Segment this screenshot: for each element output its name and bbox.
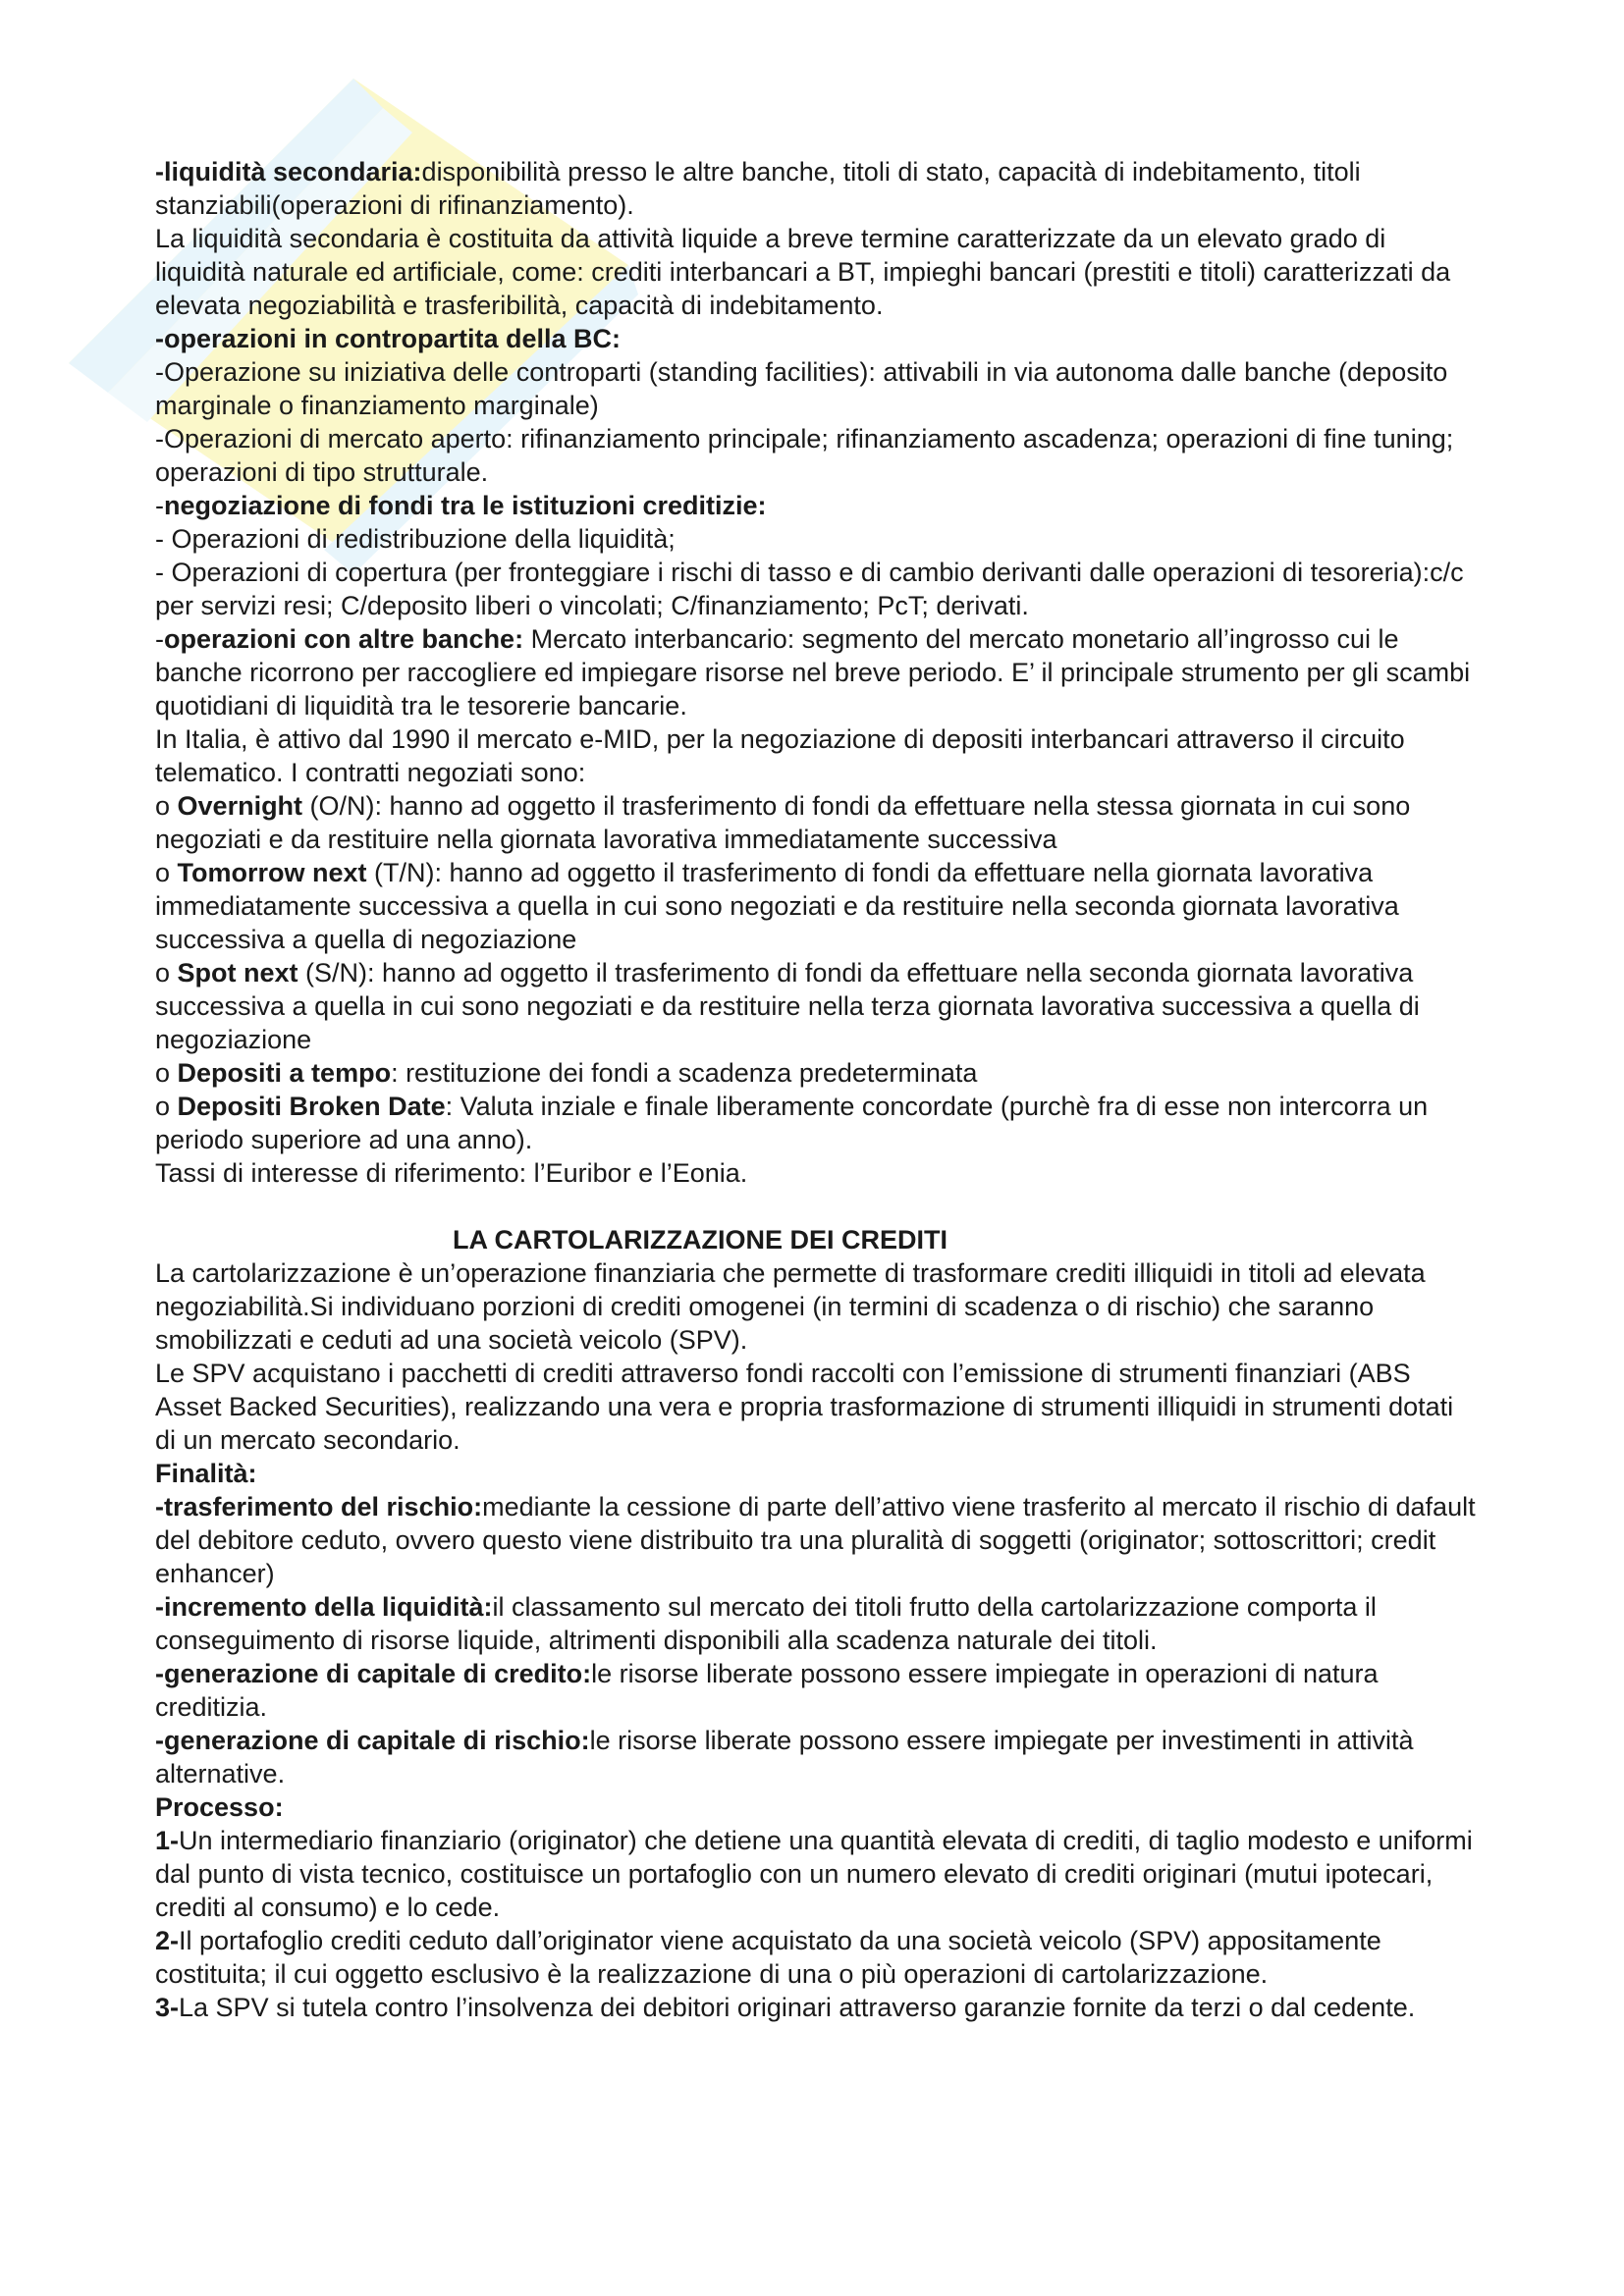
term-text: le risorse liberate possono essere impiegate in operazioni di natura creditizia.: [155, 1659, 1379, 1722]
paragraph-standing-facilities: -Operazione su iniziativa delle controparti (standing facilities): attivabili in via autonoma dalle banche (deposito marginale o finanziamento marginale): [155, 357, 1448, 420]
term-text: (T/N): hanno ad oggetto il trasferimento di fondi da effettuare nella giornata lavorativa immediatamente successiva a quella in cui sono negoziati e da restituire nella seconda giornata lavorativa successiva a quella di negoziazione: [155, 858, 1399, 954]
term-label: -generazione di capitale di rischio:: [155, 1726, 590, 1755]
paragraph-capitale-rischio: [155, 1724, 1481, 1790]
step-text: Un intermediario finanziario (originator) che detiene una quantità elevata di crediti, di taglio modesto e uniformi dal punto di vista tecnico, costituisce un portafoglio con un numero elevato di crediti originari (mutui ipotecari, crediti al consumo) e lo cede.: [155, 1826, 1473, 1922]
bullet: o: [155, 958, 178, 988]
list-item-depositi-tempo: [155, 1056, 1481, 1090]
process-step-1: [155, 1824, 1481, 1924]
list-item-tomorrow-next: [155, 856, 1481, 956]
term-label: Overnight: [177, 791, 303, 821]
term-text: disponibilità presso le altre banche, titoli di stato, capacità di indebitamento, titoli stanziabili(operazioni di rifinanziamento).: [155, 157, 1361, 220]
heading-text: Processo:: [155, 1792, 284, 1822]
paragraph-cartolarizzazione-1: La cartolarizzazione è un’operazione finanziaria che permette di trasformare crediti illiquidi in titoli ad elevata negoziabilità.Si individuano porzioni di crediti omogenei (in termini di scadenza o di rischio) che saranno smobilizzati e ceduti ad una società veicolo (SPV).: [155, 1258, 1426, 1355]
term-label: -trasferimento del rischio:: [155, 1492, 483, 1522]
paragraph-copertura: - Operazioni di copertura (per fronteggiare i rischi di tasso e di cambio derivanti dalle operazioni di tesoreria):c/c per servizi resi; C/deposito liberi o vincolati; C/finanziamento; PcT; derivati.: [155, 558, 1464, 620]
term-prefix: -: [155, 624, 164, 654]
list-item-depositi-broken-date: [155, 1090, 1481, 1156]
term-label: Depositi a tempo: [177, 1058, 392, 1088]
paragraph-capitale-credito: [155, 1657, 1481, 1724]
document-body: [155, 155, 1481, 2024]
paragraph-liquidita-descrizione: La liquidità secondaria è costituita da attività liquide a breve termine caratterizzate da un elevato grado di liquidità naturale ed artificiale, come: crediti interbancari a BT, impieghi bancari (prestiti e titoli) caratterizzati da elevata negoziabilità e trasferibilità, capacità di indebitamento.: [155, 224, 1451, 320]
paragraph-cartolarizzazione-2: Le SPV acquistano i pacchetti di crediti attraverso fondi raccolti con l’emissione di strumenti finanziari (ABS Asset Backed Securities), realizzando una vera e propria trasformazione di strumenti illiquidi in strumenti dotati di un mercato secondario.: [155, 1359, 1454, 1455]
term-text: : Valuta inziale e finale liberamente concordate (purchè fra di esse non intercorra un periodo superiore ad una anno).: [155, 1092, 1429, 1154]
term-text: (S/N): hanno ad oggetto il trasferimento di fondi da effettuare nella seconda giornata lavorativa successiva a quella in cui sono negoziati e da restituire nella terza giornata lavorativa successiva a quella di negoziazione: [155, 958, 1420, 1054]
term-label: operazioni con altre banche:: [164, 624, 524, 654]
term-label: Spot next: [177, 958, 298, 988]
spacer: [155, 1190, 1481, 1223]
step-text: La SPV si tutela contro l’insolvenza dei debitori originari attraverso garanzie fornite da terzi o dal cedente.: [179, 1993, 1416, 2022]
term-text: mediante la cessione di parte dell’attivo viene trasferito al mercato il rischio di dafault del debitore ceduto, ovvero questo viene distribuito tra una pluralità di soggetti (originator; sottoscrittori; credit enhancer): [155, 1492, 1476, 1588]
term-text: : restituzione dei fondi a scadenza predeterminata: [391, 1058, 978, 1088]
heading-prefix: -: [155, 491, 164, 520]
term-text: (O/N): hanno ad oggetto il trasferimento di fondi da effettuare nella stessa giornata in cui sono negoziati e da restituire nella giornata lavorativa immediatamente successiva: [155, 791, 1411, 854]
term-label: Tomorrow next: [177, 858, 367, 887]
section-title: LA CARTOLARIZZAZIONE DEI CREDITI: [453, 1225, 947, 1255]
heading-text: negoziazione di fondi tra le istituzioni creditizie:: [164, 491, 767, 520]
paragraph-emid: In Italia, è attivo dal 1990 il mercato e-MID, per la negoziazione di depositi interbancari attraverso il circuito telematico. I contratti negoziati sono:: [155, 724, 1405, 787]
paragraph-mercato-aperto: -Operazioni di mercato aperto: rifinanziamento principale; rifinanziamento ascadenza; operazioni di fine tuning; operazioni di tipo strutturale.: [155, 424, 1454, 487]
paragraph-trasferimento-rischio: [155, 1490, 1481, 1590]
heading-operazioni-bc: [155, 322, 1481, 355]
term-text: le risorse liberate possono essere impiegate per investimenti in attività alternative.: [155, 1726, 1414, 1789]
term-label: Depositi Broken Date: [177, 1092, 446, 1121]
paragraph-incremento-liquidita: [155, 1590, 1481, 1657]
heading-finalita: [155, 1457, 1481, 1490]
step-text: Il portafoglio crediti ceduto dall’originator viene acquistato da una società veicolo (SPV) appositamente costituita; il cui oggetto esclusivo è la realizzazione di una o più operazioni di cartolarizzazione.: [155, 1926, 1381, 1989]
paragraph-redistribuzione: - Operazioni di redistribuzione della liquidità;: [155, 524, 676, 554]
heading-negoziazione-fondi: [155, 489, 1481, 522]
term-text: Mercato interbancario: segmento del mercato monetario all’ingrosso cui le banche ricorrono per raccogliere ed impiegare risorse nel breve periodo. E’ il principale strumento per gli scambi quotidiani di liquidità tra le tesorerie bancarie.: [155, 624, 1471, 721]
term-label: -incremento della liquidità:: [155, 1592, 493, 1622]
step-number: 3-: [155, 1993, 180, 2022]
term-text: il classamento sul mercato dei titoli frutto della cartolarizzazione comporta il conseguimento di risorse liquide, altrimenti disponibili alla scadenza naturale dei titoli.: [155, 1592, 1377, 1655]
list-item-overnight: [155, 789, 1481, 856]
bullet: o: [155, 1058, 178, 1088]
bullet: o: [155, 1092, 178, 1121]
bullet: o: [155, 791, 178, 821]
process-step-3: [155, 1991, 1481, 2024]
heading-text: Finalità:: [155, 1459, 257, 1488]
step-number: 1-: [155, 1826, 180, 1855]
heading-text: -operazioni in contropartita della BC:: [155, 324, 622, 353]
term-label: -liquidità secondaria:: [155, 157, 422, 187]
process-step-2: [155, 1924, 1481, 1991]
paragraph-liquidita-secondaria: [155, 155, 1481, 222]
paragraph-operazioni-banche: [155, 622, 1481, 722]
heading-processo: [155, 1790, 1481, 1824]
step-number: 2-: [155, 1926, 180, 1955]
list-item-spot-next: [155, 956, 1481, 1056]
term-label: -generazione di capitale di credito:: [155, 1659, 592, 1688]
bullet: o: [155, 858, 178, 887]
paragraph-tassi: Tassi di interesse di riferimento: l’Euribor e l’Eonia.: [155, 1158, 748, 1188]
